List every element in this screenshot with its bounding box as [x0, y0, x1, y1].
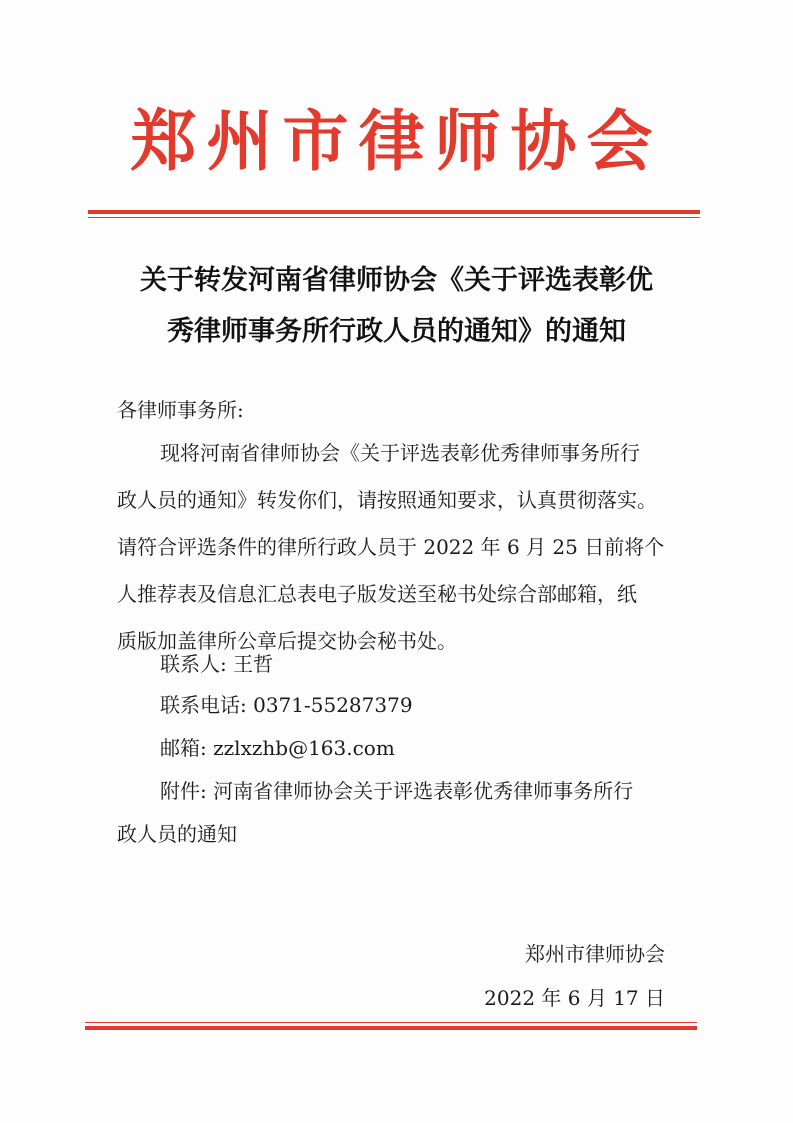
- paragraph-line: 人推荐表及信息汇总表电子版发送至秘书处综合部邮箱，纸: [117, 582, 637, 606]
- contact-person: 联系人: 王哲: [160, 652, 274, 676]
- signature-date: 2022 年 6 月 17 日: [484, 986, 665, 1010]
- footer-rule-thin: [85, 1022, 697, 1023]
- notice-title-line-1: 关于转发河南省律师协会《关于评选表彰优: [140, 265, 653, 296]
- contact-phone: 联系电话: 0371-55287379: [160, 693, 413, 717]
- attachment-line-2: 政人员的通知: [117, 822, 237, 846]
- masthead-rule-thin: [88, 217, 700, 218]
- contact-email: 邮箱: zzlxzhb@163.com: [160, 736, 395, 760]
- notice-title-line-2: 秀律师事务所行政人员的通知》的通知: [167, 316, 626, 347]
- paragraph-line: 政人员的通知》转发你们，请按照通知要求，认真贯彻落实。: [117, 488, 657, 512]
- paragraph-line: 请符合评选条件的律所行政人员于 2022 年 6 月 25 日前将个: [117, 535, 665, 559]
- masthead-title: 郑州市律师协会: [130, 102, 663, 180]
- attachment-line-1: 附件: 河南省律师协会关于评选表彰优秀律师事务所行: [160, 779, 634, 803]
- paragraph-line: 现将河南省律师协会《关于评选表彰优秀律师事务所行: [160, 441, 640, 465]
- paragraph-line: 质版加盖律所公章后提交协会秘书处。: [117, 629, 457, 653]
- salutation: 各律师事务所:: [117, 398, 244, 422]
- signature-org: 郑州市律师协会: [525, 942, 665, 966]
- footer-rule-thick: [85, 1026, 697, 1030]
- masthead-rule-thick: [88, 210, 700, 214]
